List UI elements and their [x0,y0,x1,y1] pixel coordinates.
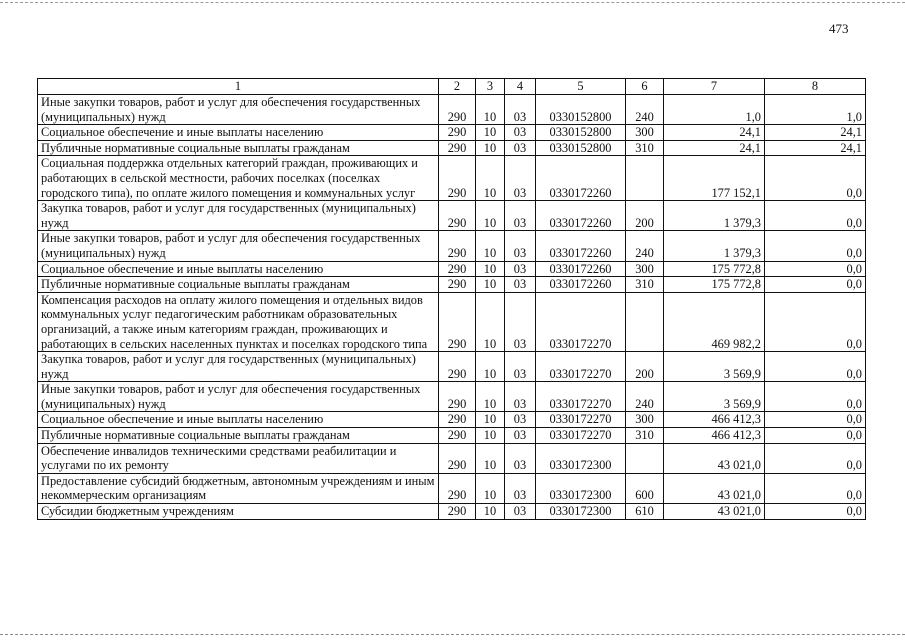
cell-rz: 10 [476,443,505,473]
cell-pr: 03 [505,125,536,141]
row-name: Социальная поддержка отдельных категорий граждан, проживающих и работающих в сельской местности, рабочих поселках (поселках городского типа), по оплате жилого помещения и коммунальных услуг [38,156,439,201]
cell-pr: 03 [505,473,536,503]
cell-rz: 10 [476,504,505,520]
cell-gr: 290 [439,201,476,231]
cell-pr: 03 [505,443,536,473]
cell-vr: 240 [626,382,664,412]
cell-vr: 310 [626,428,664,444]
cell-gr: 290 [439,504,476,520]
table-row [38,352,866,382]
cell-rz: 10 [476,156,505,201]
cell-csr: 0330172260 [536,261,626,277]
row-name: Социальное обеспечение и иные выплаты населению [38,125,439,141]
cell-vr [626,443,664,473]
cell-csr: 0330172260 [536,277,626,293]
cell-rz: 10 [476,231,505,261]
table-row [38,261,866,277]
cell-sum-2: 0,0 [765,156,866,201]
row-name: Иные закупки товаров, работ и услуг для обеспечения государственных (муниципальных) нужд [38,231,439,261]
header-cell: 8 [765,79,866,95]
cell-rz: 10 [476,352,505,382]
cell-rz: 10 [476,382,505,412]
header-cell: 5 [536,79,626,95]
cell-csr: 0330172300 [536,504,626,520]
cell-sum-2: 0,0 [765,504,866,520]
cell-sum-2: 0,0 [765,261,866,277]
cell-csr: 0330172300 [536,473,626,503]
header-cell: 4 [505,79,536,95]
table-row [38,140,866,156]
cell-csr: 0330172260 [536,156,626,201]
cell-csr: 0330172270 [536,352,626,382]
cell-sum-1: 469 982,2 [664,292,765,351]
cell-sum-1: 175 772,8 [664,261,765,277]
cell-pr: 03 [505,231,536,261]
cell-rz: 10 [476,201,505,231]
cell-gr: 290 [439,352,476,382]
cell-gr: 290 [439,382,476,412]
cell-sum-1: 24,1 [664,125,765,141]
cell-gr: 290 [439,428,476,444]
cell-csr: 0330172260 [536,231,626,261]
cell-sum-1: 3 569,9 [664,352,765,382]
cell-sum-2: 1,0 [765,95,866,125]
row-name: Предоставление субсидий бюджетным, автономным учреждениям и иным некоммерческим организациям [38,473,439,503]
scan-edge-bottom [0,634,905,635]
row-name: Публичные нормативные социальные выплаты гражданам [38,140,439,156]
cell-sum-1: 43 021,0 [664,473,765,503]
cell-sum-2: 0,0 [765,412,866,428]
cell-sum-2: 24,1 [765,140,866,156]
cell-gr: 290 [439,140,476,156]
cell-sum-1: 466 412,3 [664,428,765,444]
table-row [38,292,866,351]
cell-gr: 290 [439,231,476,261]
cell-sum-2: 0,0 [765,443,866,473]
cell-vr: 310 [626,277,664,293]
cell-pr: 03 [505,156,536,201]
cell-pr: 03 [505,261,536,277]
cell-sum-2: 24,1 [765,125,866,141]
cell-rz: 10 [476,292,505,351]
cell-sum-1: 1 379,3 [664,201,765,231]
cell-pr: 03 [505,292,536,351]
row-name: Публичные нормативные социальные выплаты гражданам [38,428,439,444]
cell-vr: 300 [626,125,664,141]
row-name: Социальное обеспечение и иные выплаты населению [38,261,439,277]
cell-sum-1: 175 772,8 [664,277,765,293]
cell-pr: 03 [505,140,536,156]
header-cell: 2 [439,79,476,95]
cell-vr: 240 [626,95,664,125]
cell-rz: 10 [476,261,505,277]
cell-gr: 290 [439,125,476,141]
cell-rz: 10 [476,412,505,428]
cell-csr: 0330172270 [536,428,626,444]
cell-sum-2: 0,0 [765,231,866,261]
cell-csr: 0330152800 [536,95,626,125]
cell-sum-2: 0,0 [765,201,866,231]
cell-vr: 200 [626,201,664,231]
cell-vr: 200 [626,352,664,382]
table-row [38,231,866,261]
cell-pr: 03 [505,95,536,125]
table-row [38,95,866,125]
table-row [38,473,866,503]
cell-vr [626,156,664,201]
table-header-row [38,79,866,95]
cell-pr: 03 [505,504,536,520]
row-name: Иные закупки товаров, работ и услуг для обеспечения государственных (муниципальных) нужд [38,95,439,125]
cell-vr: 310 [626,140,664,156]
cell-sum-1: 1 379,3 [664,231,765,261]
header-cell: 3 [476,79,505,95]
cell-gr: 290 [439,277,476,293]
row-name: Субсидии бюджетным учреждениям [38,504,439,520]
table-row [38,504,866,520]
cell-vr: 240 [626,231,664,261]
cell-sum-2: 0,0 [765,277,866,293]
cell-vr [626,292,664,351]
cell-sum-1: 43 021,0 [664,504,765,520]
header-cell: 7 [664,79,765,95]
cell-vr: 300 [626,412,664,428]
cell-pr: 03 [505,382,536,412]
table-row [38,382,866,412]
cell-csr: 0330152800 [536,125,626,141]
row-name: Закупка товаров, работ и услуг для государственных (муниципальных) нужд [38,352,439,382]
cell-gr: 290 [439,412,476,428]
cell-vr: 610 [626,504,664,520]
cell-rz: 10 [476,277,505,293]
table-row [38,201,866,231]
table-row [38,412,866,428]
row-name: Обеспечение инвалидов техническими средствами реабилитации и услугами по их ремонту [38,443,439,473]
cell-sum-2: 0,0 [765,352,866,382]
cell-pr: 03 [505,428,536,444]
cell-csr: 0330172270 [536,292,626,351]
cell-pr: 03 [505,201,536,231]
cell-gr: 290 [439,473,476,503]
cell-sum-2: 0,0 [765,428,866,444]
cell-sum-2: 0,0 [765,292,866,351]
cell-rz: 10 [476,125,505,141]
header-cell: 6 [626,79,664,95]
cell-rz: 10 [476,428,505,444]
cell-sum-1: 1,0 [664,95,765,125]
cell-rz: 10 [476,473,505,503]
cell-csr: 0330172270 [536,382,626,412]
cell-gr: 290 [439,95,476,125]
row-name: Компенсация расходов на оплату жилого помещения и отдельных видов коммунальных услуг педагогическим работникам образовательных организаций, а также иным категориям граждан, проживающих и работающих в сельских населенных пунктах и поселках городского типа [38,292,439,351]
cell-rz: 10 [476,95,505,125]
row-name: Публичные нормативные социальные выплаты гражданам [38,277,439,293]
header-cell: 1 [38,79,439,95]
table-row [38,125,866,141]
cell-csr: 0330172270 [536,412,626,428]
budget-table [37,78,866,520]
table-row [38,277,866,293]
cell-gr: 290 [439,292,476,351]
cell-sum-1: 177 152,1 [664,156,765,201]
page-number: 473 [829,21,849,36]
cell-vr: 600 [626,473,664,503]
table-row [38,156,866,201]
cell-sum-2: 0,0 [765,473,866,503]
row-name: Социальное обеспечение и иные выплаты населению [38,412,439,428]
table-row [38,428,866,444]
scan-edge-top [0,2,905,3]
cell-sum-1: 3 569,9 [664,382,765,412]
cell-vr: 300 [626,261,664,277]
cell-sum-1: 466 412,3 [664,412,765,428]
cell-sum-2: 0,0 [765,382,866,412]
cell-csr: 0330172300 [536,443,626,473]
cell-gr: 290 [439,156,476,201]
cell-pr: 03 [505,277,536,293]
cell-pr: 03 [505,412,536,428]
cell-gr: 290 [439,443,476,473]
cell-sum-1: 43 021,0 [664,443,765,473]
cell-sum-1: 24,1 [664,140,765,156]
cell-gr: 290 [439,261,476,277]
row-name: Иные закупки товаров, работ и услуг для обеспечения государственных (муниципальных) нужд [38,382,439,412]
cell-csr: 0330152800 [536,140,626,156]
table-row [38,443,866,473]
table-body [38,95,866,520]
row-name: Закупка товаров, работ и услуг для государственных (муниципальных) нужд [38,201,439,231]
cell-rz: 10 [476,140,505,156]
cell-pr: 03 [505,352,536,382]
cell-csr: 0330172260 [536,201,626,231]
